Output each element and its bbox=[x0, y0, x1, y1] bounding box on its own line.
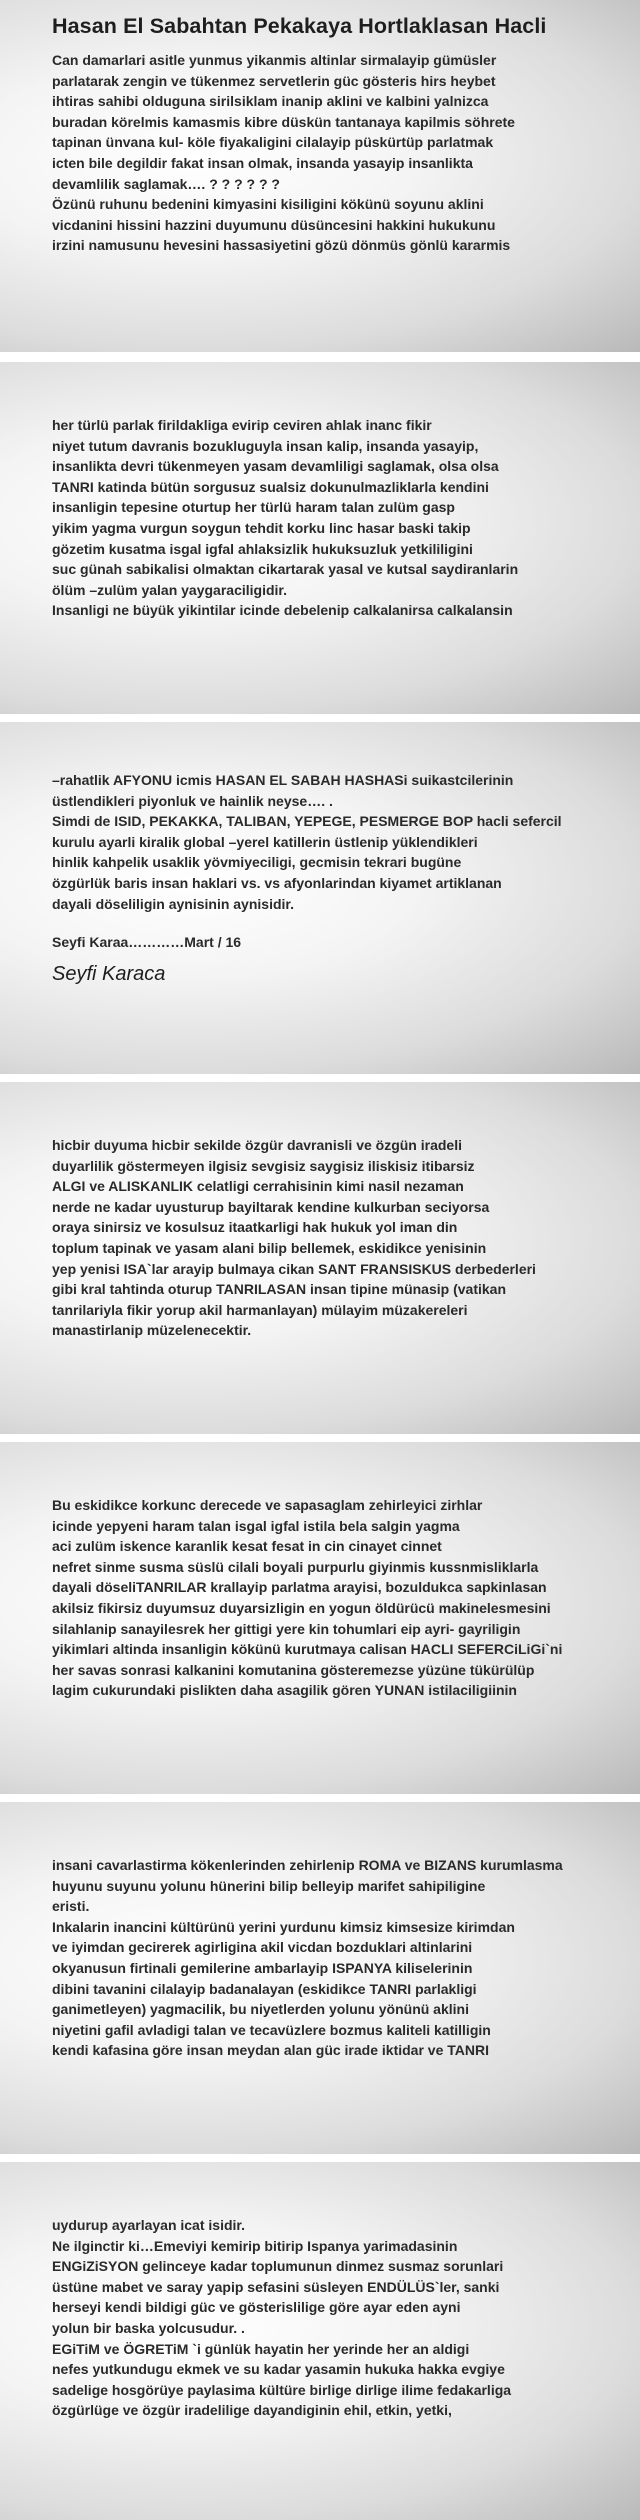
text-line: irzini namusunu hevesini hassasiyetini gözü dönmüs gönlü kararmis bbox=[52, 237, 511, 254]
text-line: dibini tavanini cilalayip badanalayan (eskidikce TANRI parlakligi bbox=[52, 1980, 477, 1997]
text-line: kendi kafasina göre insan meydan alan güc irade iktidar ve TANRI bbox=[52, 2042, 489, 2059]
text-line: buradan körelmis kamasmis kibre düskün tantanaya kapilmis söhrete bbox=[52, 113, 515, 130]
text-line: gibi kral tahtinda oturup TANRILASAN insan tipine münasip (vatikan bbox=[52, 1281, 506, 1298]
text-line: her savas sonrasi kalkanini komutanina gösteremezse yüzüne tükürülüp bbox=[52, 1661, 535, 1678]
text-panel-2 bbox=[0, 362, 640, 714]
text-line: Özünü ruhunu bedenini kimyasini kisiligini kökünü soyunu aklini bbox=[52, 196, 484, 213]
text-line: tanrilariyla fikir yorup akil harmanlayan) mülayim müzakereleri bbox=[52, 1301, 468, 1318]
text-line: duyarlilik göstermeyen ilgisiz sevgisiz saygisiz iliskisiz itibarsiz bbox=[52, 1157, 475, 1174]
text-line: hinlik kahpelik usaklik yövmiyeciligi, gecmisin tekrari bugüne bbox=[52, 854, 462, 871]
text-line: suc günah sabikalisi olmaktan cikartarak yasal ve kutsal saydiranlarin bbox=[52, 561, 519, 578]
text-line: nefret sinme susma süslü cilali boyali purpurlu giyinmis kussnmisliklarla bbox=[52, 1558, 539, 1575]
text-line: aci zulüm iskence karanlik kesat fesat in cin cinayet cinnet bbox=[52, 1538, 442, 1555]
text-line: her türlü parlak firildakliga evirip ceviren ahlak inanc fikir bbox=[52, 417, 432, 433]
text-line: gözetim kusatma isgal igfal ahlaksizlik hukuksuzluk yetkililigini bbox=[52, 540, 473, 557]
author-signature: Seyfi Karaca bbox=[52, 962, 166, 985]
text-line: sadelige hosgörüye paylasima kültüre birlige dirlige ilime fedakarliga bbox=[52, 2381, 512, 2398]
text-line: Inkalarin inancini kültürünü yerini yurdunu kimsiz kimsesize kirimdan bbox=[52, 1918, 515, 1935]
text-line: vicdanini hissini hazzini duyumunu düsüncesini hakkini hukukunu bbox=[52, 216, 496, 233]
text-panel-4 bbox=[0, 1082, 640, 1434]
text-line: lagim cukurundaki pislikten daha asagilik gören YUNAN istilaciligiinin bbox=[52, 1682, 517, 1699]
text-panel-1 bbox=[0, 0, 640, 352]
text-line: okyanusun firtinali gemilerine ambarlayip ISPANYA kiliselerinin bbox=[52, 1959, 473, 1976]
text-line: ölüm –zulüm yalan yaygaraciligidir. bbox=[52, 581, 287, 598]
text-line: üstüne mabet ve saray yapip sefasini süsleyen ENDÜLÜS`ler, sanki bbox=[52, 2278, 500, 2295]
text-panel-3 bbox=[0, 722, 640, 1074]
text-line: EGiTiM ve ÖGRETiM `i günlük hayatin her yerinde her an aldigi bbox=[52, 2340, 470, 2357]
text-line: ALGI ve ALISKANLIK celatligi cerrahisinin kimi nasil nezaman bbox=[52, 1178, 464, 1195]
text-line: nerde ne kadar uyusturup bayiltarak kendine kulkurban seciyorsa bbox=[52, 1198, 490, 1215]
text-line: ihtiras sahibi olduguna sirilsiklam inanip aklini ve kalbini yalnizca bbox=[52, 93, 489, 110]
text-line: üstlendikleri piyonluk ve hainlik neyse…. . bbox=[52, 792, 333, 809]
text-line: kurulu ayarli kiralik global –yerel katillerin üstlenip yüklendikleri bbox=[52, 833, 478, 850]
text-line: uydurup ayarlayan icat isidir. bbox=[52, 2217, 245, 2233]
text-panel-6 bbox=[0, 1802, 640, 2154]
paragraph bbox=[52, 50, 640, 256]
paragraph bbox=[52, 2215, 640, 2421]
text-line: yep yenisi ISA`lar arayip bulmaya cikan SANT FRANSISKUS derbederleri bbox=[52, 1260, 536, 1277]
text-line: dayali döseliTANRILAR krallayip parlatma arayisi, bozuldukca sapkinlasan bbox=[52, 1579, 547, 1596]
text-line: Simdi de ISID, PEKAKKA, TALIBAN, YEPEGE, PESMERGE BOP hacli sefercil bbox=[52, 813, 562, 830]
page-title: Hasan El Sabahtan Pekakaya Hortlaklasan Hacli bbox=[52, 14, 547, 38]
text-line: devamlilik saglamak…. ? ? ? ? ? ? bbox=[52, 175, 280, 192]
text-line: yolun bir baska yolcusudur. . bbox=[52, 2319, 245, 2336]
text-line: yikim yagma vurgun soygun tehdit korku linc hasar baski takip bbox=[52, 519, 471, 536]
text-line: tapinan ünvana kul- köle fiyakaligini cilalayip püskürtüp parlatmak bbox=[52, 134, 494, 151]
text-line: hicbir duyuma hicbir sekilde özgür davranisli ve özgün iradeli bbox=[52, 1137, 462, 1153]
text-line: yikimlari altinda insanligin kökünü kurutmaya calisan HACLI SEFERCiLiGi`ni bbox=[52, 1641, 563, 1658]
text-line: toplum tapinak ve yasam alani bilip bellemek, eskidikce yenisinin bbox=[52, 1239, 487, 1256]
text-line: niyet tutum davranis bozukluguyla insan kalip, insanda yasayip, bbox=[52, 437, 479, 454]
text-panel-5 bbox=[0, 1442, 640, 1794]
text-line: Seyfi Karaa…………Mart / 16 bbox=[52, 934, 242, 951]
text-line: özgürlüge ve özgür iradelilige dayandiginin ehil, etkin, yetki, bbox=[52, 2402, 452, 2419]
text-line: insani cavarlastirma kökenlerinden zehirlenip ROMA ve BIZANS kurumlasma bbox=[52, 1857, 563, 1873]
text-line: nefes yutkundugu ekmek ve su kadar yasamin hukuka hakka evgiye bbox=[52, 2361, 505, 2378]
text-line: ganimetleyen) yagmacilik, bu niyetlerden yolunu yönünü aklini bbox=[52, 2001, 469, 2018]
paragraph bbox=[52, 1855, 640, 2061]
text-line: Ne ilginctir ki…Emeviyi kemirip bitirip Ispanya yarimadasinin bbox=[52, 2237, 458, 2254]
paragraph bbox=[52, 770, 640, 986]
text-line: TANRI katinda bütün sorgusuz sualsiz dokunulmazliklarla kendini bbox=[52, 478, 489, 495]
text-line: insanligin tepesine oturtup her türlü haram talan zulüm gasp bbox=[52, 499, 455, 516]
text-line: ENGiZiSYON gelinceye kadar toplumunun dinmez susmaz sorunlari bbox=[52, 2258, 504, 2275]
text-line: huyunu suyunu yolunu hünerini bilip belleyip marifet sahipiligine bbox=[52, 1877, 486, 1894]
paragraph bbox=[52, 1495, 640, 1701]
blank-line bbox=[52, 914, 640, 932]
text-line: –rahatlik AFYONU icmis HASAN EL SABAH HASHASi suikastcilerinin bbox=[52, 772, 514, 788]
text-line: Can damarlari asitle yunmus yikanmis altinlar sirmalayip gümüsler bbox=[52, 52, 497, 68]
text-line: eristi. bbox=[52, 1898, 90, 1915]
text-panel-7 bbox=[0, 2162, 640, 2520]
text-line: dayali döseliligin aynisinin aynisidir. bbox=[52, 895, 294, 912]
paragraph bbox=[52, 1135, 640, 1341]
text-line: akilsiz fikirsiz duyumsuz duyarsizligin en yogun öldürücü makinelesmesini bbox=[52, 1599, 551, 1616]
text-line: Insanligi ne büyük yikintilar icinde debelenip calkalanirsa calkalansin bbox=[52, 602, 513, 619]
text-line: parlatarak zengin ve tükenmez servetlerin güc gösteris hirs heybet bbox=[52, 72, 496, 89]
text-line: ve iyimdan gecirerek agirligina akil vicdan bozduklari altinlarini bbox=[52, 1939, 473, 1956]
text-line: icten bile degildir fakat insan olmak, insanda yasayip insanlikta bbox=[52, 154, 473, 171]
text-line: Bu eskidikce korkunc derecede ve sapasaglam zehirleyici zirhlar bbox=[52, 1497, 483, 1513]
text-line: insanlikta devri tükenmeyen yasam devamliligi saglamak, olsa olsa bbox=[52, 458, 499, 475]
text-line: niyetini gafil avladigi talan ve tecavüzlere bozmus kaliteli katilligin bbox=[52, 2021, 491, 2038]
text-line: herseyi kendi bildigi güc ve gösterislilige göre ayar eden ayni bbox=[52, 2299, 461, 2316]
paragraph bbox=[52, 415, 640, 621]
text-line: özgürlük baris insan haklari vs. vs afyonlarindan kiyamet artiklanan bbox=[52, 874, 502, 891]
text-line: silahlanip sanayilesrek her gittigi yere kin tohumlari eip ayri- gayriligin bbox=[52, 1620, 521, 1637]
text-line: manastirlanip müzelenecektir. bbox=[52, 1322, 252, 1339]
text-line: icinde yepyeni haram talan isgal igfal istila bela salgin yagma bbox=[52, 1517, 460, 1534]
text-line: oraya sinirsiz ve kosulsuz itaatkarligi hak hukuk yol iman din bbox=[52, 1219, 458, 1236]
